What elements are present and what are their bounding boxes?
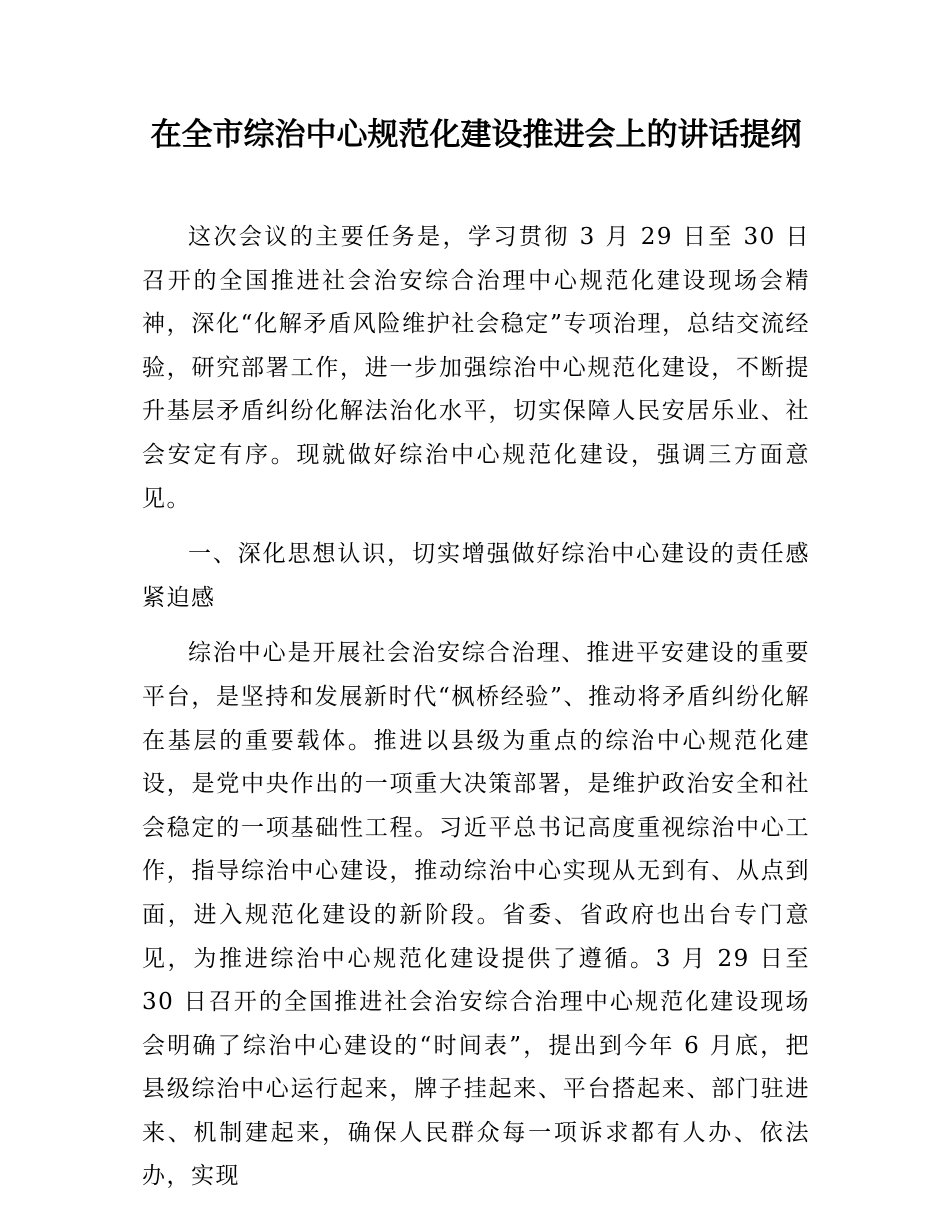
intro-paragraph: 这次会议的主要任务是，学习贯彻 3 月 29 日至 30 日召开的全国推进社会治安综合治理中心规范化建设现场会精神，深化“化解矛盾风险维护社会稳定”专项治理，总结交流经验，研究部署工作，进一步加强综治中心规范化建设，不断提升基层矛盾纠纷化解法治化水平，切实保障人民安居乐业、社会安定有序。现就做好综治中心规范化建设，强调三方面意见。 [142,224,810,512]
section-one-heading: 一、深化思想认识，切实增强做好综治中心建设的责任感紧迫感 [142,541,810,611]
document-body [142,216,810,1199]
document-title: 在全市综治中心规范化建设推进会上的讲话提纲 [150,117,802,153]
section-one-paragraph: 综治中心是开展社会治安综合治理、推进平安建设的重要平台，是坚持和发展新时代“枫桥经验”、推动将矛盾纠纷化解在基层的重要载体。推进以县级为重点的综治中心规范化建设，是党中央作出的一项重大决策部署，是维护政治安全和社会稳定的一项基础性工程。习近平总书记高度重视综治中心工作，指导综治中心建设，推动综治中心实现从无到有、从点到面，进入规范化建设的新阶段。省委、省政府也出台专门意见，为推进综治中心规范化建设提供了遵循。3 月 29 日至 30 日召开的全国推进社会治安综合治理中心规范化建设现场会明确了综治中心建设的“时间表”，提出到今年 6 月底，把县级综治中心运行起来，牌子挂起来、平台搭起来、部门驻进来、机制建起来，确保人民群众每一项诉求都有人办、依法办，实现 [142,640,810,1190]
